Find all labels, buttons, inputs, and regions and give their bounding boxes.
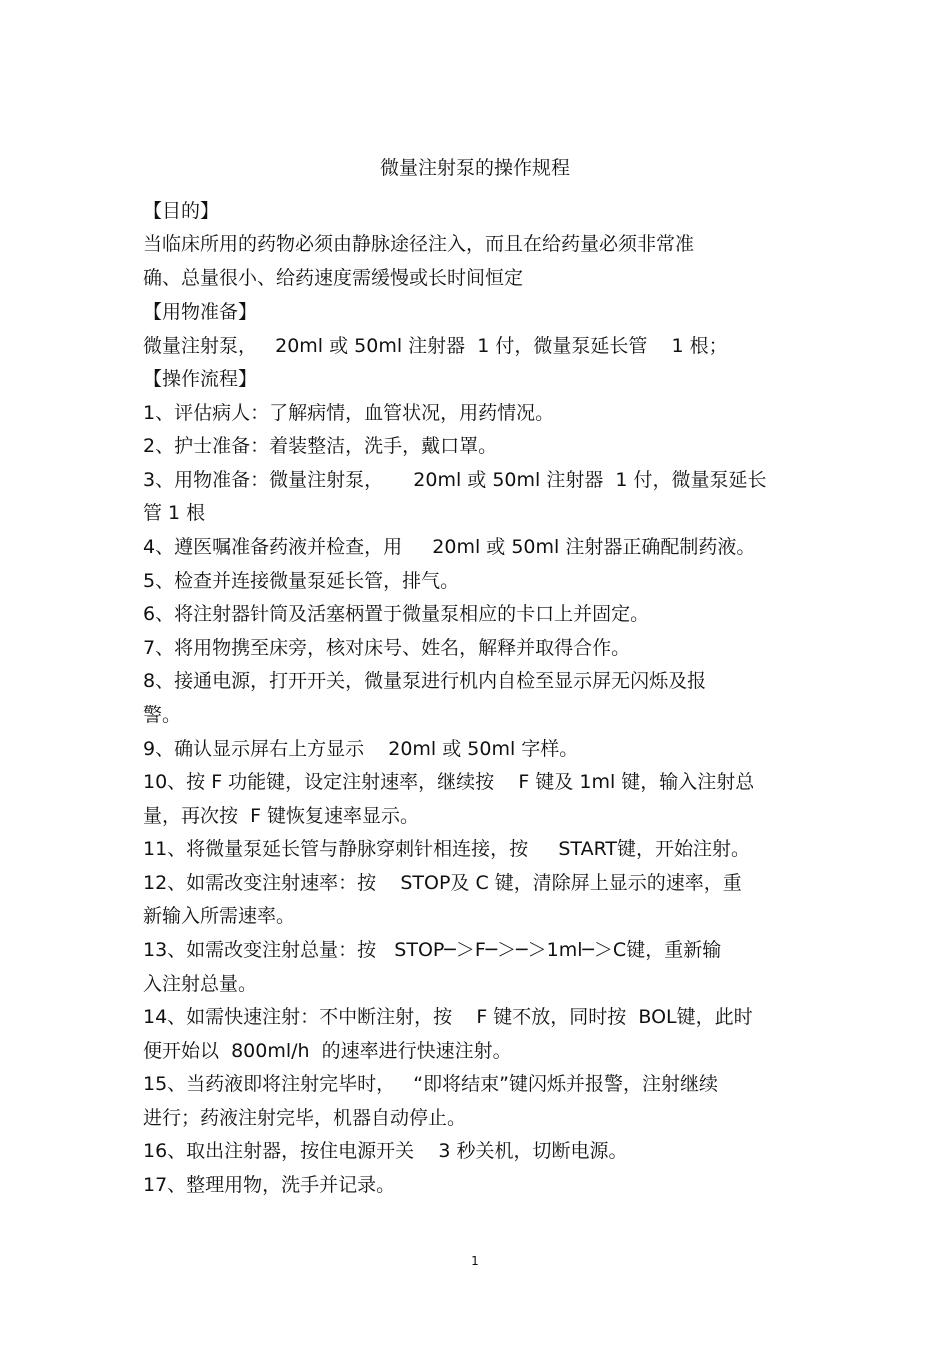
step-line: 5、检查并连接微量泵延长管，排气。 — [143, 570, 460, 592]
step-line: 14、如需快速注射：不中断注射，按 F 键不放，同时按 BOL键，此时 — [143, 1006, 753, 1028]
step-line: 便开始以 800ml/h 的速率进行快速注射。 — [143, 1040, 512, 1062]
purpose-text-line: 当临床所用的药物必须由静脉途径注入，而且在给药量必须非常准 — [143, 233, 695, 255]
step-line: 警。 — [143, 704, 182, 726]
step-line: 进行；药液注射完毕，机器自动停止。 — [143, 1107, 467, 1129]
document-title: 微量注射泵的操作规程 — [379, 157, 570, 179]
step-line: 12、如需改变注射速率：按 STOP及 C 键，清除屏上显示的速率，重 — [143, 872, 742, 894]
process-heading: 【操作流程】 — [143, 368, 258, 390]
step-line: 8、接通电源，打开开关，微量泵进行机内自检至显示屏无闪烁及报 — [143, 670, 707, 692]
step-line: 2、护士准备：着装整洁，洗手，戴口罩。 — [143, 435, 498, 457]
materials-heading: 【用物准备】 — [143, 301, 258, 323]
step-line: 13、如需改变注射总量：按 STOP─＞F─＞─＞1ml─＞C键，重新输 — [143, 939, 722, 961]
step-line: 16、取出注射器，按住电源开关 3 秒关机，切断电源。 — [143, 1140, 628, 1162]
step-line: 新输入所需速率。 — [143, 905, 296, 927]
materials-text-line: 微量注射泵， 20ml 或 50ml 注射器 1 付，微量泵延长管 1 根； — [143, 335, 728, 357]
purpose-text-line: 确、总量很小、给药速度需缓慢或长时间恒定 — [143, 267, 524, 289]
step-line: 15、当药液即将注射完毕时， “即将结束”键闪烁并报警，注射继续 — [143, 1073, 718, 1095]
step-line: 量，再次按 F 键恢复速率显示。 — [143, 805, 420, 827]
step-line: 7、将用物携至床旁，核对床号、姓名，解释并取得合作。 — [143, 637, 631, 659]
step-line: 4、遵医嘱准备药液并检查，用 20ml 或 50ml 注射器正确配制药液。 — [143, 536, 756, 558]
step-line: 6、将注射器针筒及活塞柄置于微量泵相应的卡口上并固定。 — [143, 603, 650, 625]
step-line: 1、评估病人：了解病情，血管状况，用药情况。 — [143, 402, 555, 424]
page-number: 1 — [471, 1254, 479, 1268]
purpose-heading: 【目的】 — [143, 200, 220, 222]
step-line: 9、确认显示屏右上方显示 20ml 或 50ml 字样。 — [143, 738, 579, 760]
step-line: 3、用物准备：微量注射泵， 20ml 或 50ml 注射器 1 付，微量泵延长 — [143, 469, 767, 491]
step-line: 管 1 根 — [143, 502, 206, 524]
step-line: 10、按 F 功能键，设定注射速率，继续按 F 键及 1ml 键，输入注射总 — [143, 771, 755, 793]
step-line: 入注射总量。 — [143, 973, 258, 995]
step-line: 17、整理用物，洗手并记录。 — [143, 1174, 396, 1196]
step-line: 11、将微量泵延长管与静脉穿刺针相连接，按 START键，开始注射。 — [143, 838, 750, 860]
